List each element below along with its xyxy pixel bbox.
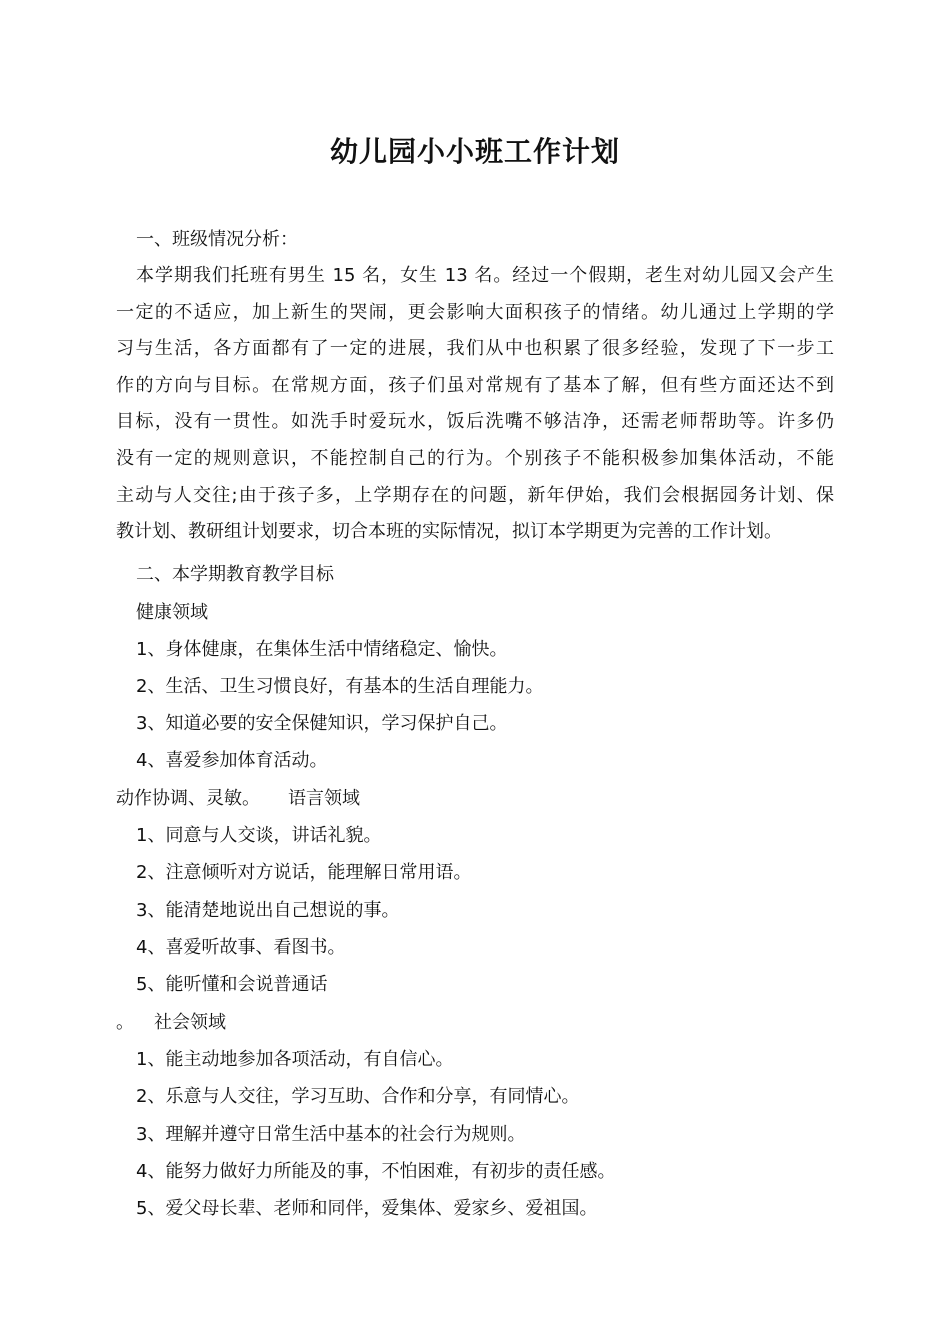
language-item-continuation: 。 (116, 1012, 134, 1033)
paragraph-line: 一定的不适应，加上新生的哭闹，更会影响大面积孩子的情绪。幼儿通过上学期的学 (116, 301, 834, 323)
language-item: 1、同意与人交谈，讲话礼貌。 (136, 825, 382, 846)
health-item: 3、知道必要的安全保健知识，学习保护自己。 (136, 713, 508, 734)
health-item: 2、生活、卫生习惯良好，有基本的生活自理能力。 (136, 676, 544, 697)
paragraph-line: 没有一定的规则意识，不能控制自己的行为。个别孩子不能积极参加集体活动，不能 (116, 447, 834, 469)
paragraph-line: 教计划、教研组计划要求，切合本班的实际情况，拟订本学期更为完善的工作计划。 (116, 521, 782, 543)
paragraph-line: 作的方向与目标。在常规方面，孩子们虽对常规有了基本了解，但有些方面还达不到 (116, 374, 834, 396)
language-item: 5、能听懂和会说普通话 (136, 974, 328, 995)
health-domain-heading: 健康领域 (136, 602, 208, 623)
social-item: 2、乐意与人交往，学习互助、合作和分享，有同情心。 (136, 1086, 580, 1107)
language-item: 4、喜爱听故事、看图书。 (136, 937, 346, 958)
document-title: 幼儿园小小班工作计划 (329, 135, 620, 168)
health-item-continuation: 动作协调、灵敏。 (116, 788, 260, 809)
language-domain-heading: 语言领域 (288, 788, 360, 809)
section1-paragraph (116, 263, 834, 556)
paragraph-line: 习与生活，各方面都有了一定的进展，我们从中也积累了很多经验，发现了下一步工 (116, 338, 834, 360)
paragraph-line: 目标，没有一贯性。如洗手时爱玩水，饭后洗嘴不够洁净，还需老师帮助等。许多仍 (116, 411, 834, 433)
section1-heading: 一、班级情况分析： (136, 229, 298, 250)
health-item: 4、喜爱参加体育活动。 (136, 750, 328, 771)
language-item: 2、注意倾听对方说话，能理解日常用语。 (136, 862, 472, 883)
health-item: 1、身体健康，在集体生活中情绪稳定、愉快。 (136, 639, 508, 660)
paragraph-line: 主动与人交往;由于孩子多，上学期存在的问题，新年伊始，我们会根据园务计划、保 (116, 484, 834, 506)
social-domain-heading: 社会领域 (154, 1012, 226, 1033)
paragraph-line: 本学期我们托班有男生 15 名，女生 13 名。经过一个假期，老生对幼儿园又会产生 (136, 265, 834, 286)
social-item: 1、能主动地参加各项活动，有自信心。 (136, 1049, 454, 1070)
section2-heading: 二、本学期教育教学目标 (136, 564, 334, 585)
social-item: 3、理解并遵守日常生活中基本的社会行为规则。 (136, 1124, 526, 1145)
language-item: 3、能清楚地说出自己想说的事。 (136, 900, 400, 921)
social-item: 4、能努力做好力所能及的事，不怕困难，有初步的责任感。 (136, 1161, 616, 1182)
social-item: 5、爱父母长辈、老师和同伴，爱集体、爱家乡、爱祖国。 (136, 1198, 598, 1219)
